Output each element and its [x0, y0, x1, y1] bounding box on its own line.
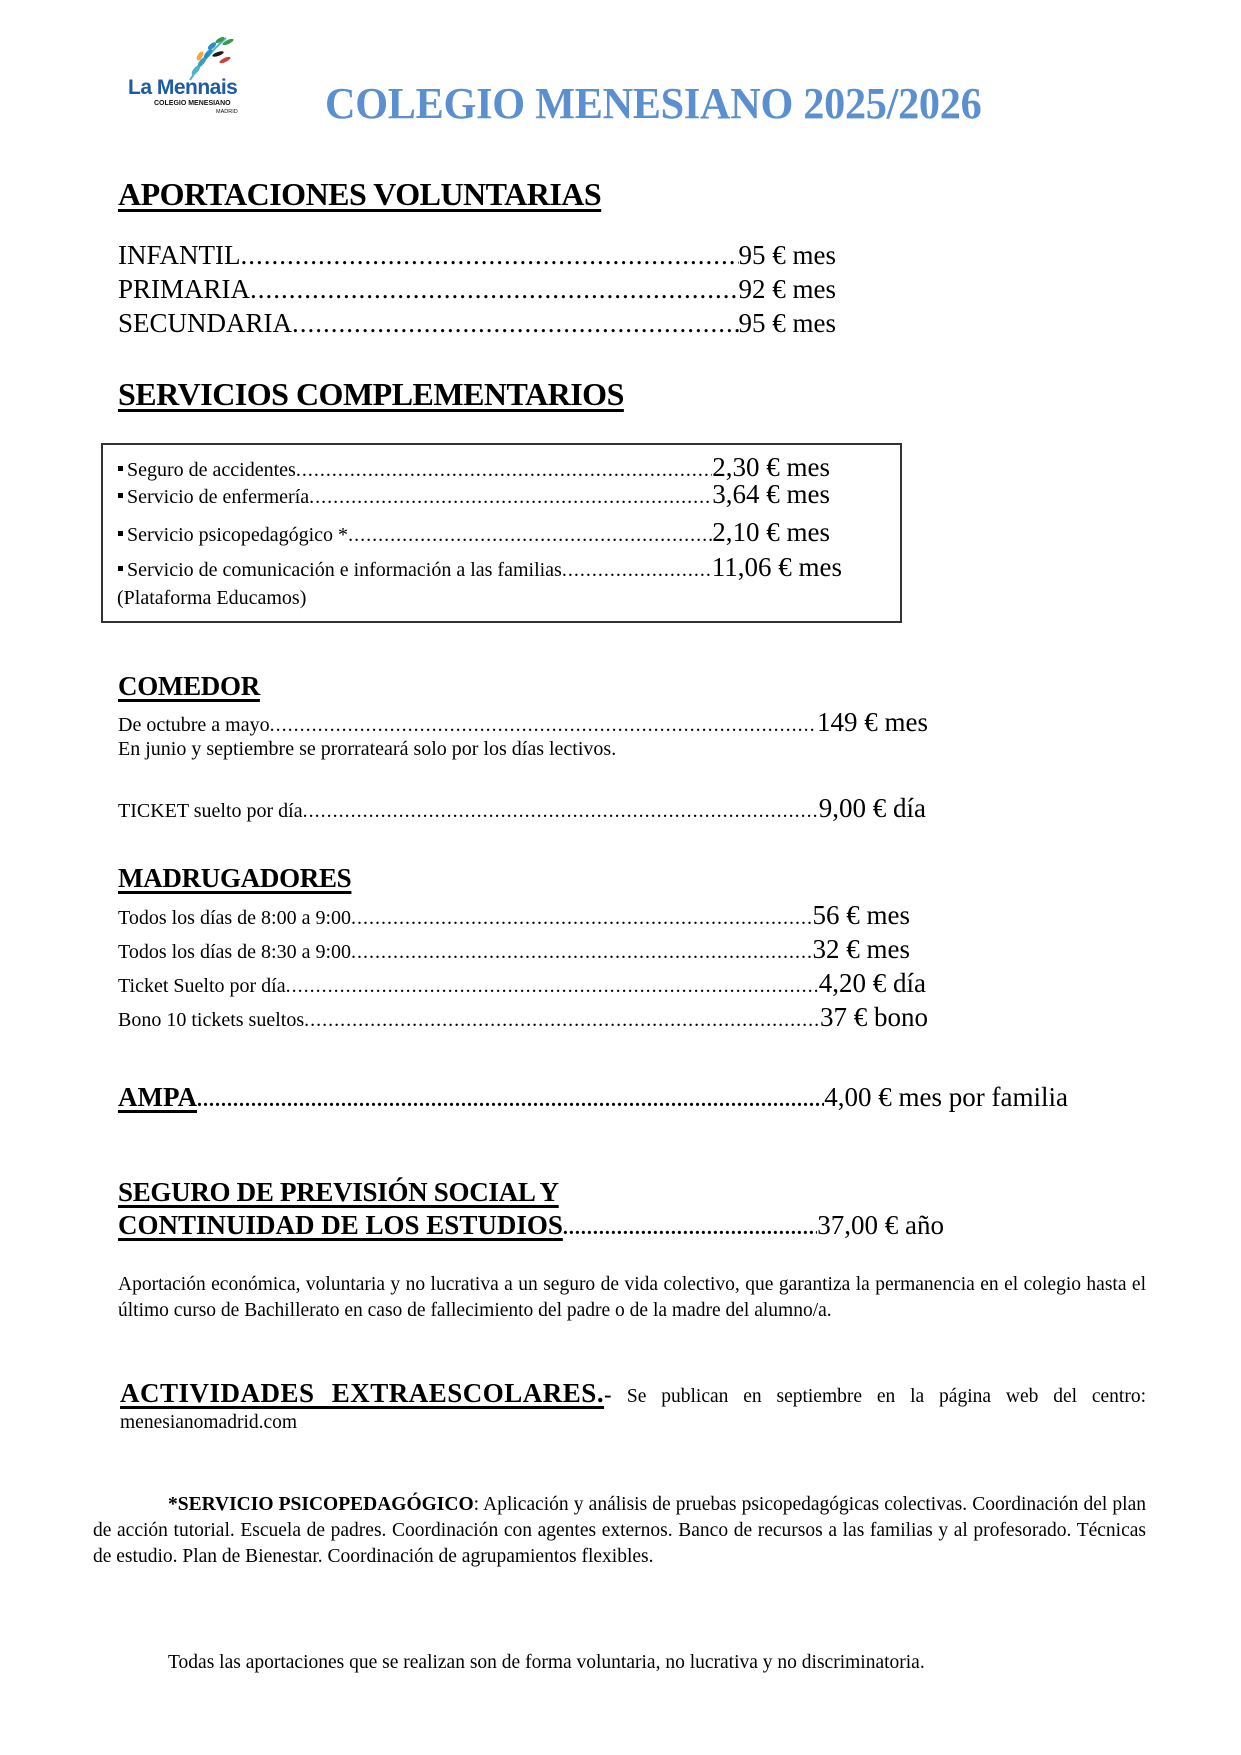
comedor-label: De octubre a mayo: [118, 714, 270, 736]
actividades-dash: -: [604, 1382, 627, 1407]
leader-dots: [348, 524, 712, 547]
seguro-heading-line2: CONTINUIDAD DE LOS ESTUDIOS: [118, 1210, 563, 1240]
fee-row-secundaria: [118, 308, 836, 339]
service-value: 11,06 € mes: [711, 552, 842, 582]
madrugadores-label: Todos los días de 8:00 a 9:00: [118, 907, 352, 929]
leader-dots: [270, 714, 817, 737]
service-value: 3,64 € mes: [712, 479, 830, 509]
aportaciones-heading: APORTACIONES VOLUNTARIAS: [118, 176, 602, 212]
madrugadores-value: 56 € mes: [812, 900, 910, 930]
madrugadores-row: [118, 1002, 928, 1033]
leader-dots: [292, 308, 738, 339]
bullet-icon: [118, 493, 123, 498]
seguro-row: [118, 1210, 944, 1241]
school-logo: [128, 32, 263, 117]
footnote-text: : Aplicación y análisis de pruebas psicopedagógicas colectivas. Coordinación del plan de acción tutorial. Escuela de padres. Coordinación con agentes externos. Banco de recursos a las familias y al profesorado. Técnicas de estudio. Plan de Bienestar. Coordinación de agrupamientos flexibles.: [93, 1494, 1146, 1567]
logo-city: MADRID: [216, 109, 238, 115]
leader-dots: [563, 1217, 817, 1240]
actividades-block: [120, 1380, 1146, 1436]
madrugadores-value: 32 € mes: [812, 934, 910, 964]
fee-label: PRIMARIA: [118, 274, 251, 304]
fee-value: 95 € mes: [738, 240, 836, 270]
leader-dots: [304, 1009, 820, 1032]
footnote: [93, 1492, 1146, 1570]
madrugadores-label: Bono 10 tickets sueltos: [118, 1009, 305, 1031]
comedor-value: 9,00 € día: [818, 793, 926, 823]
bullet-icon: [118, 566, 123, 571]
leader-dots: [303, 800, 819, 823]
madrugadores-row: [118, 934, 910, 965]
logo-subtitle: COLEGIO MENESIANO: [154, 100, 231, 107]
leader-dots: [309, 486, 712, 509]
service-row: [118, 552, 842, 583]
ampa-value: 4,00 € mes por familia: [824, 1082, 1068, 1112]
comedor-heading: COMEDOR: [118, 671, 260, 701]
service-note: (Plataforma Educamos): [117, 587, 307, 609]
leader-dots: [351, 907, 812, 930]
footnote-label: *SERVICIO PSICOPEDAGÓGICO: [168, 1494, 474, 1515]
fee-row-primaria: [118, 274, 836, 305]
comedor-value: 149 € mes: [817, 707, 928, 737]
madrugadores-row: [118, 900, 910, 931]
bullet-icon: [118, 466, 123, 471]
fee-label: SECUNDARIA: [118, 308, 293, 338]
madrugadores-value: 37 € bono: [820, 1002, 928, 1032]
olive-branch-icon: [128, 32, 263, 82]
leader-dots: [240, 240, 738, 271]
leader-dots: [562, 559, 712, 582]
comedor-label: TICKET suelto por día: [118, 800, 303, 822]
service-label: Seguro de accidentes: [127, 459, 296, 481]
madrugadores-heading: MADRUGADORES: [118, 863, 352, 893]
actividades-heading: ACTIVIDADES EXTRAESCOLARES.: [120, 1378, 605, 1408]
service-row: [118, 517, 830, 548]
service-label: Servicio de comunicación e información a las familias: [127, 559, 562, 581]
seguro-description: Aportación económica, voluntaria y no lucrativa a un seguro de vida colectivo, que garantiza la permanencia en el colegio hasta el último curso de Bachillerato en caso de fallecimiento del padre o de la madre del alumno/a.: [118, 1274, 1146, 1321]
service-value: 2,30 € mes: [712, 452, 830, 482]
service-row: [118, 479, 830, 510]
madrugadores-row: [118, 968, 926, 999]
seguro-heading-line1: SEGURO DE PREVISIÓN SOCIAL Y: [118, 1177, 559, 1207]
service-value: 2,10 € mes: [712, 517, 830, 547]
fee-row-infantil: [118, 240, 836, 271]
fee-label: INFANTIL: [118, 240, 241, 270]
leader-dots: [286, 975, 819, 998]
leader-dots: [250, 274, 738, 305]
logo-brand: La Mennais: [128, 76, 238, 99]
ampa-row: [118, 1082, 1068, 1113]
servicios-heading: SERVICIOS COMPLEMENTARIOS: [118, 376, 624, 412]
comedor-row: [118, 707, 928, 738]
fee-value: 95 € mes: [738, 308, 836, 338]
madrugadores-label: Ticket Suelto por día: [118, 975, 286, 997]
closing-statement: Todas las aportaciones que se realizan son de forma voluntaria, no lucrativa y no discriminatoria.: [168, 1652, 925, 1673]
seguro-value: 37,00 € año: [817, 1210, 944, 1240]
leader-dots: [351, 941, 812, 964]
service-label: Servicio psicopedagógico *: [127, 524, 349, 546]
page-title: COLEGIO MENESIANO 2025/2026: [325, 79, 982, 128]
madrugadores-label: Todos los días de 8:30 a 9:00: [118, 941, 352, 963]
comedor-note: En junio y septiembre se prorrateará solo por los días lectivos.: [118, 738, 617, 760]
leader-dots: [197, 1089, 824, 1112]
service-label: Servicio de enfermería: [127, 486, 310, 508]
actividades-text: Se publican en septiembre en la página web del centro: menesianomadrid.com: [120, 1386, 1147, 1433]
fee-value: 92 € mes: [738, 274, 836, 304]
ampa-heading: AMPA: [118, 1082, 197, 1112]
bullet-icon: [118, 531, 123, 536]
comedor-row: [118, 793, 926, 824]
madrugadores-value: 4,20 € día: [818, 968, 926, 998]
